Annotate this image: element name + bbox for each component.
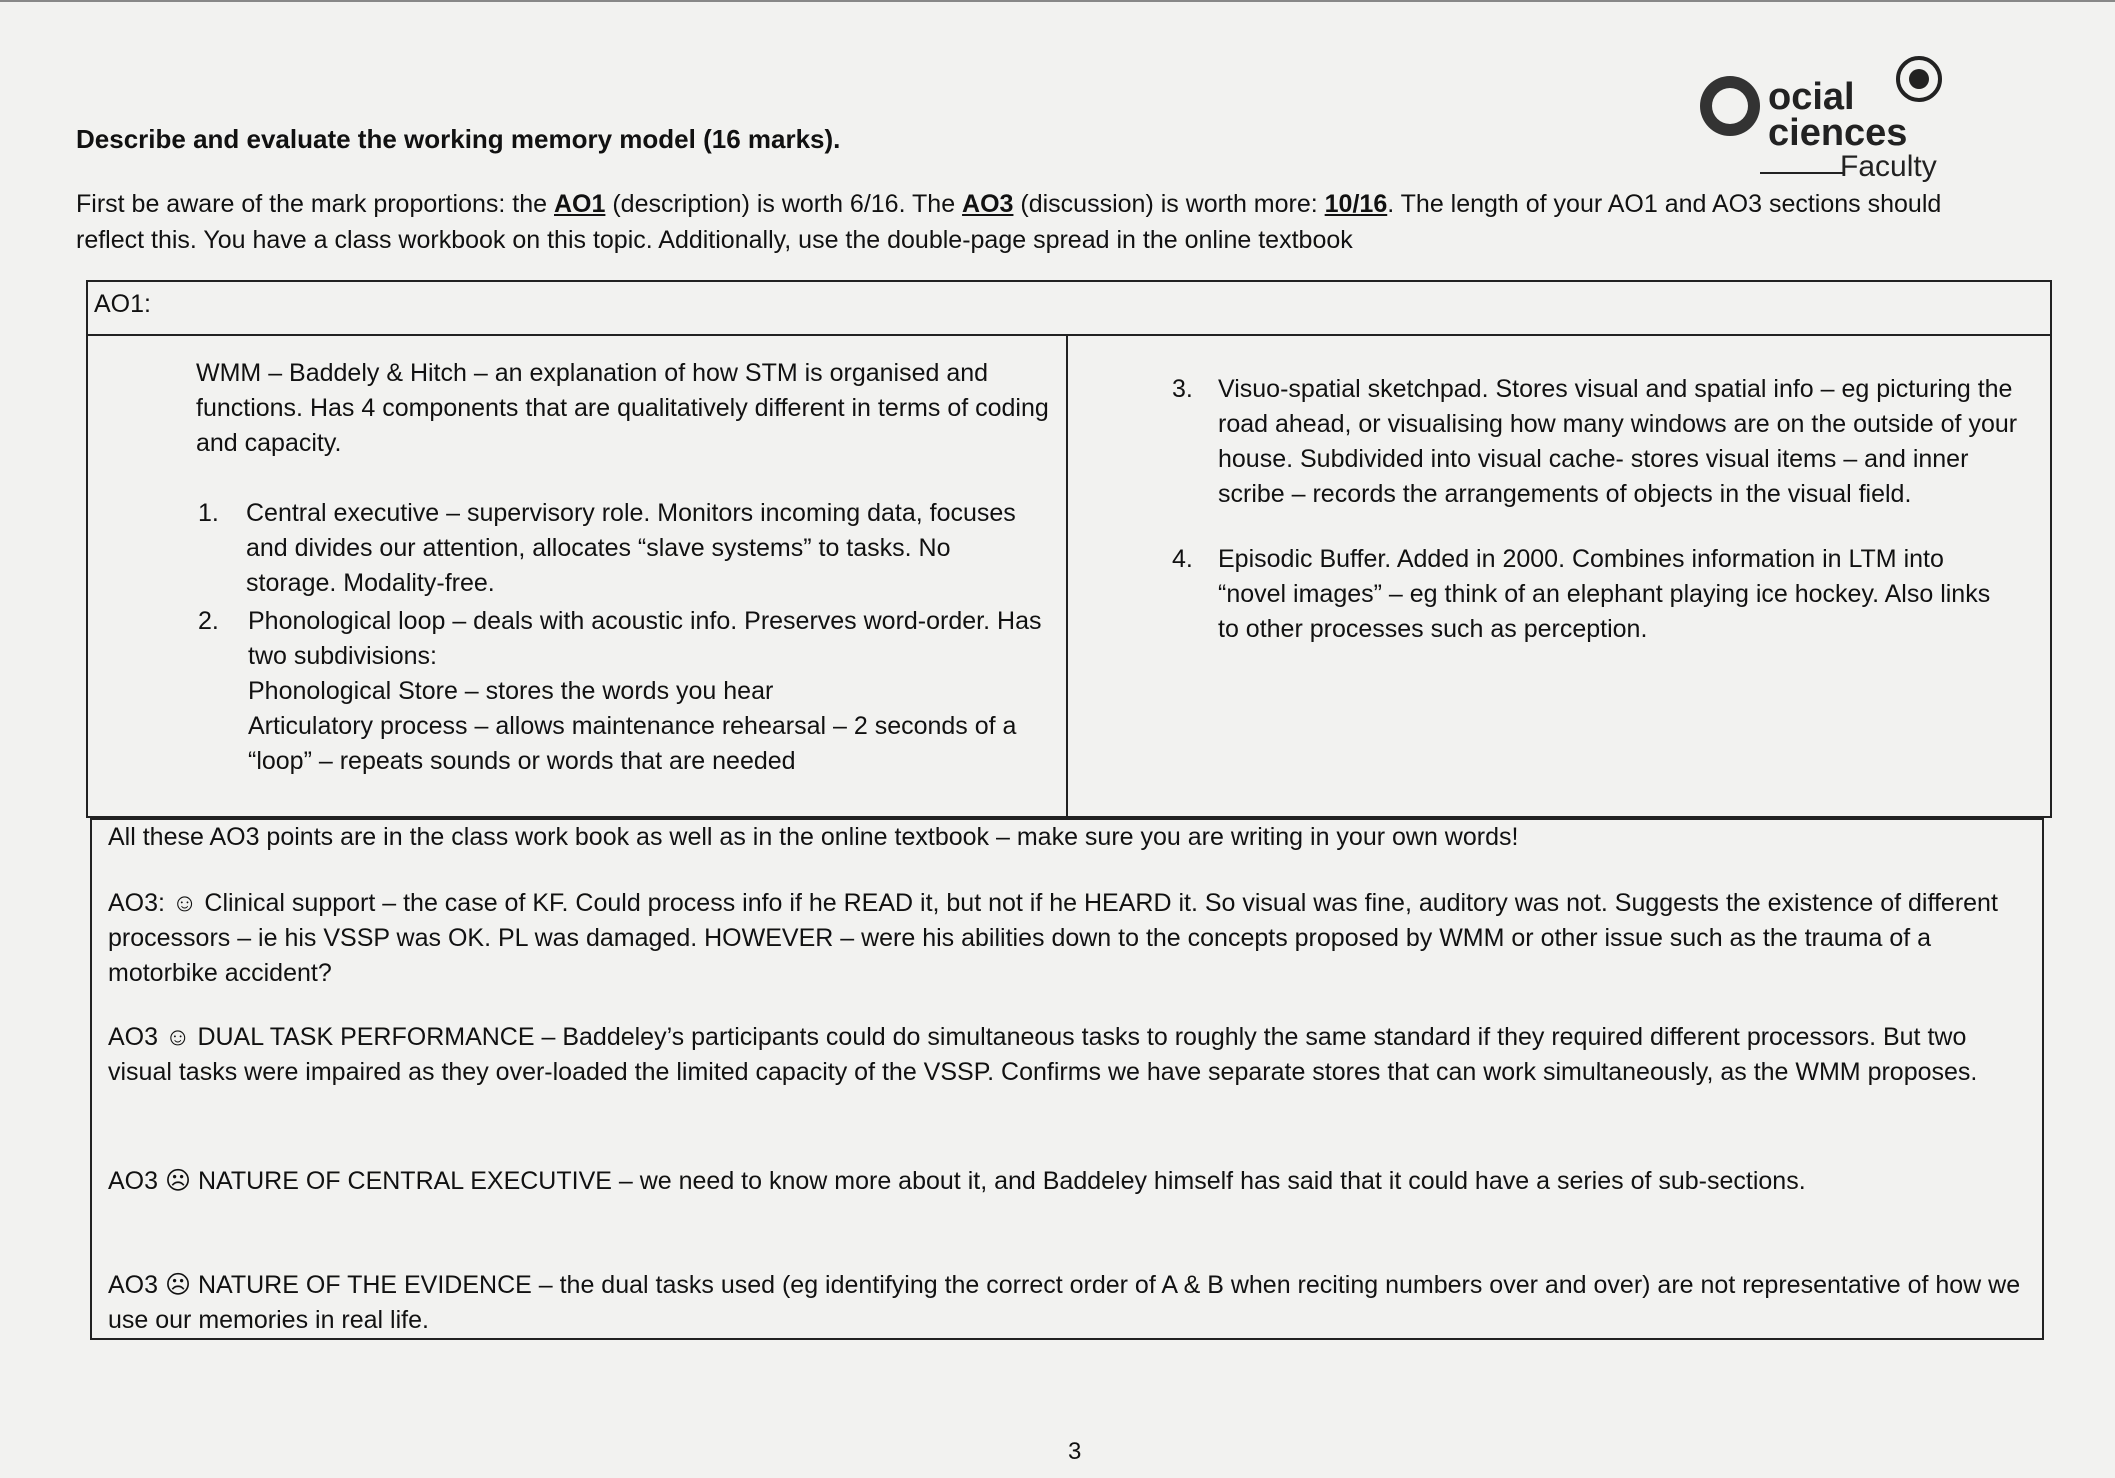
central-executive-text: Central executive – supervisory role. Monitors incoming data, focuses and divides our attention, allocates “slave systems” to tasks. No storage. Modality-free.	[246, 499, 1016, 597]
ao1-heading-row	[86, 280, 2052, 336]
logo-word-social: ocial	[1768, 76, 1855, 118]
page-title: Describe and evaluate the working memory model (16 marks).	[76, 124, 841, 154]
ao1-left-cell	[86, 334, 1068, 818]
list-number: 3.	[1172, 375, 1193, 403]
list-number: 2.	[198, 607, 219, 635]
articulatory-process-text: Articulatory process – allows maintenance rehearsal – 2 seconds of a “loop” – repeats sounds or words that are needed	[248, 712, 1017, 775]
phonological-store-text: Phonological Store – stores the words you hear	[248, 677, 774, 705]
ao3-term: AO3	[962, 190, 1014, 218]
ao1-right-cell	[1066, 334, 2052, 818]
ao3-point-central-executive: AO3 ☹ NATURE OF CENTRAL EXECUTIVE – we need to know more about it, and Baddeley himself has said that it could have a series of sub-sections.	[108, 1167, 1806, 1195]
ao3-point-clinical-support: AO3: ☺ Clinical support – the case of KF. Could process info if he READ it, but not if he HEARD it. So visual was fine, auditory was not. Suggests the existence of different processors – ie his VSSP was OK. PL was damaged. HOWEVER – were his abilities down to the concepts proposed by WMM or other issue such as the trauma of a motorbike accident?	[108, 889, 1998, 987]
logo-word-faculty: Faculty	[1840, 150, 1937, 183]
intro-paragraph: First be aware of the mark proportions: the AO1 (description) is worth 6/16. The AO3 (discussion) is worth more: 10/16. The length of your AO1 and AO3 sections should reflect this. You have a class workbook on this topic. Additionally, use the double-page spread in the online textbook	[76, 190, 1942, 254]
page-number: 3	[1068, 1438, 1082, 1465]
ao3-point-dual-task: AO3 ☺ DUAL TASK PERFORMANCE – Baddeley’s participants could do simultaneous tasks to roughly the same standard if they required different processors. But two visual tasks were impaired as they over-loaded the limited capacity of the VSSP. Confirms we have separate stores that can work simultaneously, as the WMM proposes.	[108, 1023, 1978, 1086]
phonological-loop-text: Phonological loop – deals with acoustic info. Preserves word-order. Has two subdivisions:	[248, 607, 1042, 670]
page-top-edge	[0, 0, 2115, 2]
ao3-point-evidence: AO3 ☹ NATURE OF THE EVIDENCE – the dual tasks used (eg identifying the correct order of A & B when reciting numbers over and over) are not representative of how we use our memories in real life.	[108, 1271, 2021, 1334]
ao1-heading: AO1:	[94, 290, 151, 318]
list-number: 4.	[1172, 545, 1193, 573]
ao1-term: AO1	[554, 190, 606, 218]
logo-word-sciences: ciences	[1768, 112, 1908, 154]
marks-fraction: 10/16	[1324, 190, 1388, 218]
social-sciences-faculty-logo	[1700, 48, 1970, 183]
list-number: 1.	[198, 499, 219, 527]
visuo-spatial-sketchpad-text: Visuo-spatial sketchpad. Stores visual and spatial info – eg picturing the road ahead, or visualising how many windows are on the outside of your house. Subdivided into visual cache- stores visual items – and inner scribe – records the arrangements of objects in the visual field.	[1218, 375, 2018, 508]
ao3-note: All these AO3 points are in the class work book as well as in the online textbook – make sure you are writing in your own words!	[108, 823, 1519, 851]
logo-rule	[1760, 172, 1844, 174]
wmm-intro-text: WMM – Baddely & Hitch – an explanation of how STM is organised and functions. Has 4 components that are qualitatively different in terms of coding and capacity.	[196, 359, 1049, 457]
episodic-buffer-text: Episodic Buffer. Added in 2000. Combines information in LTM into “novel images” – eg think of an elephant playing ice hockey. Also links to other processes such as perception.	[1218, 545, 1991, 643]
ao3-section	[90, 818, 2044, 1340]
logo-globe-icon	[1896, 56, 1942, 102]
logo-s-mark-icon	[1700, 76, 1760, 136]
